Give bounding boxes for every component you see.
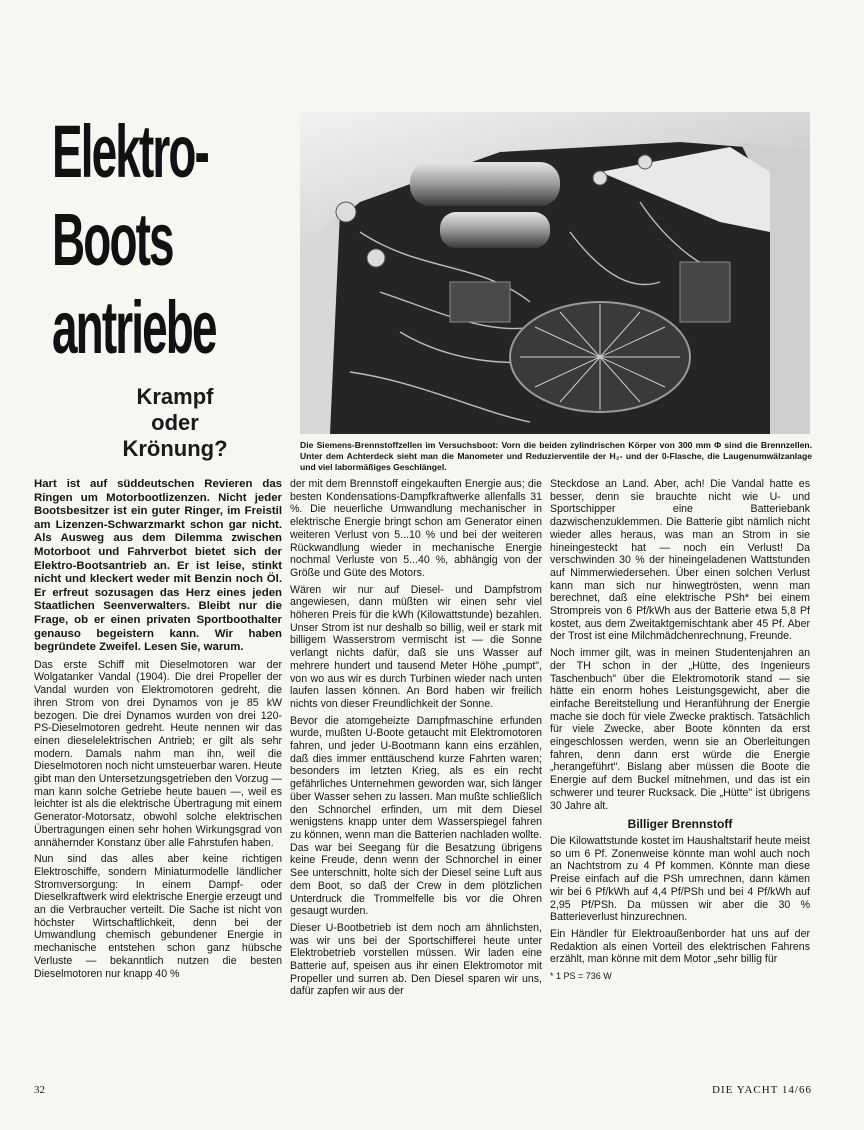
article-column-3 xyxy=(550,478,810,1088)
photo-illustration xyxy=(300,112,810,434)
subtitle-line-1: Krampf xyxy=(136,384,214,409)
title-line-2: Boots xyxy=(52,198,173,281)
title-line-1: Elektro- xyxy=(52,110,208,193)
subtitle-line-2: oder xyxy=(151,410,199,435)
fuel-cell-boat-photo xyxy=(300,112,810,434)
paragraph: der mit dem Brennstoff eingekauften Energie aus; die besten Kondensations-Dampfkraftwerke allenfalls 31 %. Die neuerliche Umwandlung mechanischer in elektrische Energie bringt schon am Generator einen weiteren Verlust von 5...10 % und bei der weiteren Rückwandlung wieder in mechanische Energie nochmal Verluste von 5...40 %, abhängig von der Größe und Güte des Motors. xyxy=(290,478,542,579)
lead-paragraph: Hart ist auf süddeutschen Revieren das Ringen um Motorbootlizenzen. Nicht jeder Bootsbesitzer ist ein guter Ringer, im Freistil am Lizenzen-Schwarzmarkt schon gar nicht. Als Ausweg aus dem Dilemma zwischen Motorboot und Fahrverbot bietet sich der Elektro-Bootsantrieb an. Er ist leise, stinkt nicht und kleckert weder mit Benzin noch Öl. Er erfreut sozusagen das Herz eines jeden Staatlichen Seenverwalters. Bleibt nur die Frage, ob er einen privaten Sportboothalter genauso begeistern kann. Wir haben begründete Zweifel. Lesen Sie, warum. xyxy=(34,478,282,654)
paragraph: Noch immer gilt, was in meinen Studentenjahren an der TH schon in der „Hütte, des Ingenieurs Taschenbuch" über die Elektromotorik stand — sie hätte ein enorm hohes Leistungsgewicht, aber die einfache Bereitstellung und Heranführung der Energie mache sie doch für viele Zwecke praktisch. Tatsächlich für viele Zwecke, aber Boote könnten da erst eingeschlossen werden, wenn sie an Oberleitungen fahren, denn dann erst würde die Energie „herangeführt". Bislang aber müssen die Boote die Energie auf dem Buckel mitnehmen, und das ist ein schwerer und teurer Rucksack. Die „Hütte" ist übrigens 30 Jahre alt. xyxy=(550,647,810,812)
article-subtitle xyxy=(60,384,290,462)
footnote: * 1 PS = 736 W xyxy=(550,971,612,982)
section-heading: Billiger Brennstoff xyxy=(627,817,733,832)
paragraph: Dieser U-Bootbetrieb ist dem noch am ähnlichsten, was wir uns bei der Sportschifferei heute unter Elektrobetrieb vorstellen müssen. Wir laden eine Batterie auf, speisen aus ihr einen Elektromotor mit Propeller und surren ab. Den Diesel sparen wir uns, dafür zapfen wir aus der xyxy=(290,921,542,998)
subtitle-line-3: Krönung? xyxy=(122,436,228,461)
magazine-issue: DIE YACHT 14/66 xyxy=(712,1084,812,1096)
photo-caption: Die Siemens-Brennstoffzellen im Versuchsboot: Vorn die beiden zylindrischen Körper von 300 mm Φ sind die Brennzellen. Unter dem Achterdeck sieht man die Manometer und Reduzierventile der H₂- und der 0-Flasche, die Laugenumwälzanlage und viel labormäßiges Geschlängel. xyxy=(300,440,812,472)
paragraph: Das erste Schiff mit Dieselmotoren war der Wolgatanker Vandal (1904). Die drei Propeller der Vandal wurden von Elektromotoren gedreht, die ihren Strom von drei Dynamos von je 85 kW bezogen. Die drei Dynamos wurden von drei 120-PS-Dieselmotoren gedreht. Heute nennen wir das einen dieselelektrischen Antrieb; er gilt als sehr modern. Damals nahm man ihn, weil die Dieselmotoren noch nicht umsteuerbar waren. Heute gibt man den Untersetzungsgetrieben den Vorzug — man kann solche Getriebe heute bauen —, weil es leichter ist als die elektrische Übertragung mit einem Generator-Motorsatz, obwohl solche elektrischen Übertragungen einen sehr hohen Wirkungsgrad von annähernder Konstanz über alle Fahrstufen haben. xyxy=(34,658,282,849)
article-column-1 xyxy=(34,478,282,1088)
paragraph: Steckdose an Land. Aber, ach! Die Vandal hatte es besser, denn sie brauchte nicht wie U- und Sportschipper eine Batteriebank dazwischenzuklemmen. Die Batterie gibt nämlich nicht wieder alles heraus, was man an Strom in sie hineingesteckt hat — noch ein Verlust! Da verschwinden 30 % der hineingeladenen Wattstunden auf Nimmerwiedersehen. Über einen solchen Verlust kann man sich nur hinwegtrösten, wenn man berechnet, daß eine elektrische PSh* bei einem Strompreis von 6 Pf/kWh aus der Batterie etwa 5,8 Pf kostet, aus dem Zweitaktgemischtank aber 45 Pf. Aber der Trost ist eine Milchmädchenrechnung, Freunde. xyxy=(550,478,810,643)
paragraph: Bevor die atomgeheizte Dampfmaschine erfunden wurde, mußten U-Boote getaucht mit Elektromotoren fahren, und jeder U-Bootmann kann eins erzählen, daß dies immer enttäuschend kurze Fahrten waren; besonders im letzten Krieg, als es ein recht gefährliches Unternehmen geworden war, sich länger über Wasser sehen zu lassen. Man mußte schließlich den Schnorchel erfinden, um mit dem Diesel wenigstens knapp unter dem Wasserspiegel fahren zu können, wenn man die Batterien nachladen wollte. Das war bei Seegang für die Besatzung übrigens keine Freude, denn wenn der Schnorchel in einer See unterschnitt, holte sich der Diesel seine Luft aus dem Boot, so daß der Crew in dem plötzlichen Unterdruck die Trommelfelle bis vor die Ohren gesaugt wurden. xyxy=(290,714,542,918)
paragraph: Nun sind das alles aber keine richtigen Elektroschiffe, sondern Miniaturmodelle ländlicher Stromversorgung: In einem Dampf- oder Dieselkraftwerk wird elektrische Energie erzeugt und an die Verbraucher verteilt. Die Sache ist nicht von höchster Wirtschaftlichkeit, denn bei der Umwandlung chemisch gebundener Energie in mechanische entstehen schon ganz hübsche Verluste — bekanntlich nutzen die besten Dieselmotoren nur knapp 40 % xyxy=(34,853,282,980)
paragraph: Ein Händler für Elektroaußenborder hat uns auf der Redaktion als einen Vorteil des elektrischen Fahrens erzählt, man könne mit dem Motor „sehr billig für xyxy=(550,927,810,966)
article-column-2 xyxy=(290,478,542,1088)
paragraph: Die Kilowattstunde kostet im Haushaltstarif heute meist so um 6 Pf. Zonenweise könnte man wohl auch noch an Nachtstrom zu 4 Pf kommen. Könnte man diese Preise einfach auf die PSh umrechnen, dann kämen wir bei 6 Pf/kWh auf 4,4 Pf/PSh und bei 4 Pf/kWh auf 2,95 Pf/PSh. Da müssen wir aber die 30 % Batterieverlust hinzurechnen. xyxy=(550,834,810,924)
paragraph: Wären wir nur auf Diesel- und Dampfstrom angewiesen, dann müßten wir einen sehr viel höheren Preis für die kWh (Kilowattstunde) bezahlen. Unser Strom ist nur deshalb so billig, weil er stark mit billigem Wasserstrom vermischt ist — die Sonne verlangt nichts dafür, daß sie uns Wasser auf mehrere hundert und tausend Meter Höhe „pumpt", von wo aus wir es durch Turbinen wieder nach unten laufen lassen können. An Bord haben wir freilich nichts von dieser Freundlichkeit der Sonne. xyxy=(290,583,542,710)
page-number: 32 xyxy=(34,1084,45,1096)
article-title xyxy=(52,108,216,372)
title-line-3: antriebe xyxy=(52,286,216,369)
